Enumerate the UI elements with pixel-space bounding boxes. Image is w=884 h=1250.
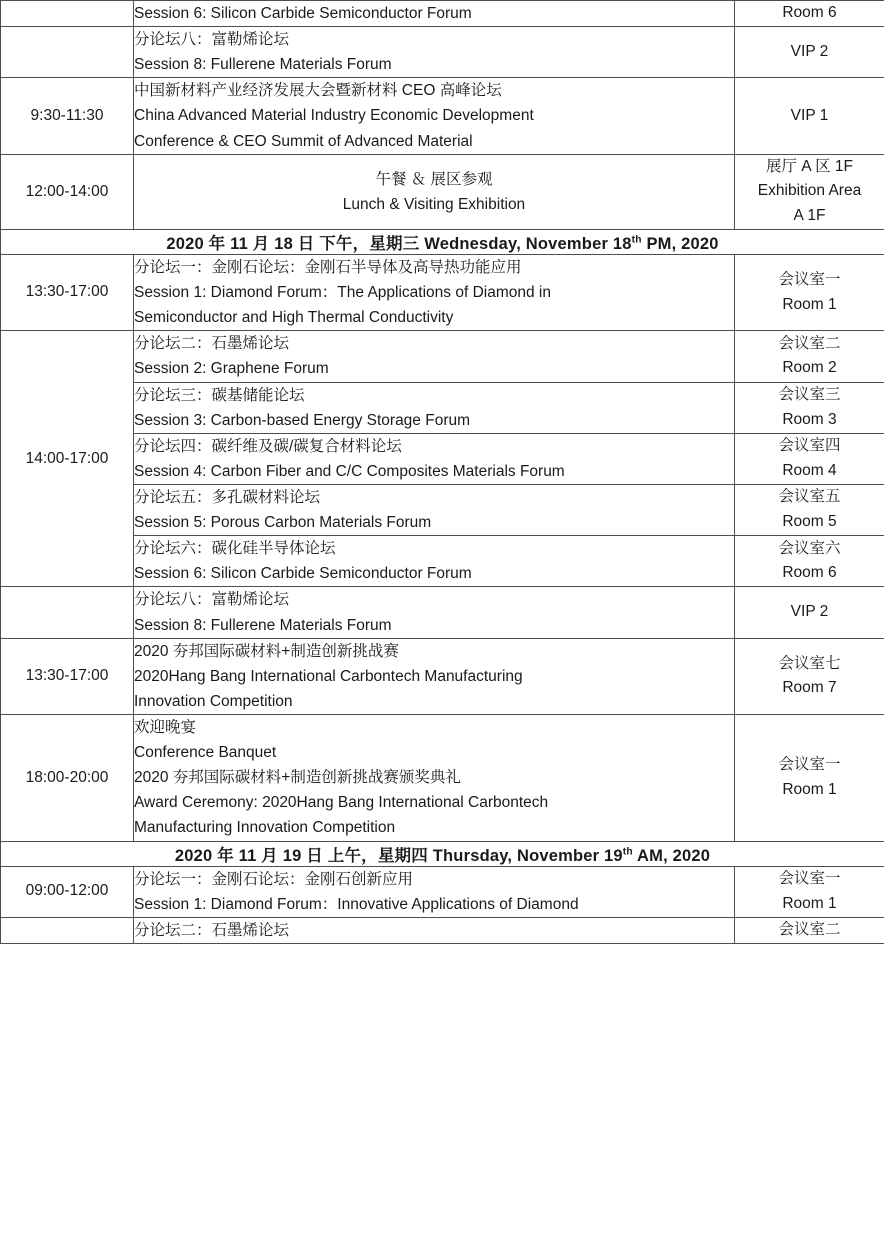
room-line: VIP 2: [790, 603, 829, 621]
room-line: Room 2: [782, 359, 837, 377]
session-line: Session 5: Porous Carbon Materials Forum: [134, 514, 432, 532]
agenda-row: [1, 433, 884, 484]
room-line: 会议室二: [778, 920, 841, 938]
session-cell: [134, 917, 735, 943]
day-separator-row: [1, 230, 884, 255]
room-cell: [735, 715, 884, 842]
session-cell: [134, 638, 735, 714]
room-line: 展厅 A 区 1F: [766, 157, 853, 175]
room-cell: [735, 485, 884, 536]
session-line: Session 3: Carbon-based Energy Storage Forum: [134, 411, 471, 429]
room-line: Room 6: [782, 4, 837, 22]
room-line: Room 1: [782, 780, 837, 798]
day-label-en: Wednesday, November 18: [424, 235, 632, 254]
session-line: Session 6: Silicon Carbide Semiconductor Forum: [134, 565, 472, 583]
room-line: Room 5: [782, 513, 837, 531]
time-cell: 12:00-14:00: [1, 154, 134, 229]
session-line: 2020 夯邦国际碳材料+制造创新挑战赛: [134, 642, 399, 660]
session-line: Session 8: Fullerene Materials Forum: [134, 56, 392, 74]
time-cell: 14:00-17:00: [1, 331, 134, 587]
session-cell: [134, 485, 735, 536]
agenda-row: [1, 1, 884, 27]
session-cell: [134, 433, 735, 484]
day-label-ordinal: th: [622, 846, 633, 858]
room-cell: [735, 587, 884, 638]
room-line: 会议室五: [778, 488, 841, 506]
room-line: Exhibition Area: [757, 182, 862, 200]
session-line: 分论坛三：碳基储能论坛: [134, 386, 305, 404]
room-line: Room 7: [782, 679, 837, 697]
time-cell: 18:00-20:00: [1, 715, 134, 842]
room-line: 会议室六: [778, 539, 841, 557]
session-cell: [134, 382, 735, 433]
session-line: 分论坛四：碳纤维及碳/碳复合材料论坛: [134, 437, 402, 455]
session-line: 2020 夯邦国际碳材料+制造创新挑战赛颁奖典礼: [134, 769, 461, 787]
agenda-row: [1, 382, 884, 433]
session-line: Conference & CEO Summit of Advanced Material: [134, 132, 473, 150]
session-line: Semiconductor and High Thermal Conductivity: [134, 309, 454, 327]
day-label-en: Thursday, November 19: [432, 846, 623, 865]
agenda-row: [1, 331, 884, 382]
session-cell: [134, 78, 735, 154]
room-line: Room 1: [782, 295, 837, 313]
room-line: Room 1: [782, 894, 837, 912]
room-line: Room 6: [782, 564, 837, 582]
session-line: 分论坛一：金刚石论坛：金刚石创新应用: [134, 870, 414, 888]
session-line: 分论坛二：石墨烯论坛: [134, 335, 290, 353]
day-label-en-tail: PM, 2020: [641, 235, 719, 254]
room-line: 会议室七: [778, 654, 841, 672]
session-line: Session 8: Fullerene Materials Forum: [134, 616, 392, 634]
session-line: 分论坛二：石墨烯论坛: [134, 921, 290, 939]
agenda-row: [1, 715, 884, 842]
day-separator-label: [1, 230, 884, 255]
agenda-row: [1, 587, 884, 638]
time-cell: [1, 27, 134, 78]
room-cell: [735, 866, 884, 917]
room-line: 会议室一: [778, 270, 841, 288]
room-cell: [735, 917, 884, 943]
agenda-row: [1, 866, 884, 917]
time-cell: [1, 1, 134, 27]
room-cell: [735, 27, 884, 78]
session-line: Session 1: Diamond Forum：Innovative Applications of Diamond: [134, 895, 579, 913]
day-label-cn: 2020 年 11 月 19 日 上午，星期四: [174, 846, 433, 865]
agenda-row: [1, 78, 884, 154]
room-cell: [735, 78, 884, 154]
room-cell: [735, 1, 884, 27]
session-line: China Advanced Material Industry Economic Development: [134, 107, 534, 125]
session-line: Lunch & Visiting Exhibition: [342, 195, 526, 213]
room-line: 会议室二: [778, 334, 841, 352]
session-line: Session 6: Silicon Carbide Semiconductor Forum: [134, 5, 472, 22]
session-line: 分论坛五：多孔碳材料论坛: [134, 489, 321, 507]
time-cell: 09:00-12:00: [1, 866, 134, 917]
agenda-row: [1, 154, 884, 229]
agenda-row: [1, 485, 884, 536]
room-line: VIP 1: [790, 106, 829, 124]
time-cell: 13:30-17:00: [1, 255, 134, 331]
session-line: 分论坛八：富勒烯论坛: [134, 31, 290, 49]
session-cell: [134, 587, 735, 638]
room-cell: [735, 255, 884, 331]
room-cell: [735, 154, 884, 229]
session-line: 2020Hang Bang International Carbontech Manufacturing: [134, 667, 523, 685]
agenda-row: [1, 255, 884, 331]
agenda-row: [1, 638, 884, 714]
session-cell: [134, 331, 735, 382]
agenda-row: [1, 917, 884, 943]
session-line: Session 1: Diamond Forum：The Applications of Diamond in: [134, 284, 551, 302]
session-line: 分论坛六：碳化硅半导体论坛: [134, 540, 336, 558]
time-cell: [1, 917, 134, 943]
room-cell: [735, 331, 884, 382]
room-cell: [735, 638, 884, 714]
room-cell: [735, 536, 884, 587]
session-line: Manufacturing Innovation Competition: [134, 819, 396, 837]
day-label-ordinal: th: [631, 234, 642, 246]
session-cell: [134, 536, 735, 587]
room-line: A 1F: [793, 207, 826, 225]
session-line: 分论坛一：金刚石论坛：金刚石半导体及高导热功能应用: [134, 259, 522, 277]
session-cell: [134, 866, 735, 917]
room-line: 会议室一: [778, 755, 841, 773]
day-label-en-tail: AM, 2020: [632, 846, 711, 865]
room-line: 会议室四: [778, 437, 841, 455]
session-cell: [134, 715, 735, 842]
room-line: Room 3: [782, 410, 837, 428]
time-cell: 9:30-11:30: [1, 78, 134, 154]
session-line: 分论坛八：富勒烯论坛: [134, 591, 290, 609]
session-line: 中国新材料产业经济发展大会暨新材料 CEO 高峰论坛: [134, 82, 502, 100]
session-line: Innovation Competition: [134, 692, 293, 710]
agenda-row: [1, 27, 884, 78]
session-line: Session 2: Graphene Forum: [134, 360, 329, 378]
room-line: 会议室一: [778, 869, 841, 887]
session-line: 欢迎晚宴: [134, 719, 197, 737]
session-cell: [134, 255, 735, 331]
session-cell: [134, 27, 735, 78]
time-cell: [1, 587, 134, 638]
time-cell: 13:30-17:00: [1, 638, 134, 714]
day-separator-label: [1, 841, 884, 866]
day-label-cn: 2020 年 11 月 18 日 下午，星期三: [166, 235, 425, 254]
day-separator-row: [1, 841, 884, 866]
session-line: 午餐 ＆ 展区参观: [375, 170, 493, 188]
session-line: Conference Banquet: [134, 744, 277, 762]
room-cell: [735, 382, 884, 433]
room-line: 会议室三: [778, 385, 841, 403]
room-line: Room 4: [782, 461, 837, 479]
session-line: Award Ceremony: 2020Hang Bang International Carbontech: [134, 794, 549, 812]
session-line: Session 4: Carbon Fiber and C/C Composites Materials Forum: [134, 462, 565, 480]
agenda-row: [1, 536, 884, 587]
session-cell: [134, 1, 735, 27]
room-cell: [735, 433, 884, 484]
session-cell: [134, 154, 735, 229]
room-line: VIP 2: [790, 42, 829, 60]
agenda-table-body: [1, 1, 884, 944]
